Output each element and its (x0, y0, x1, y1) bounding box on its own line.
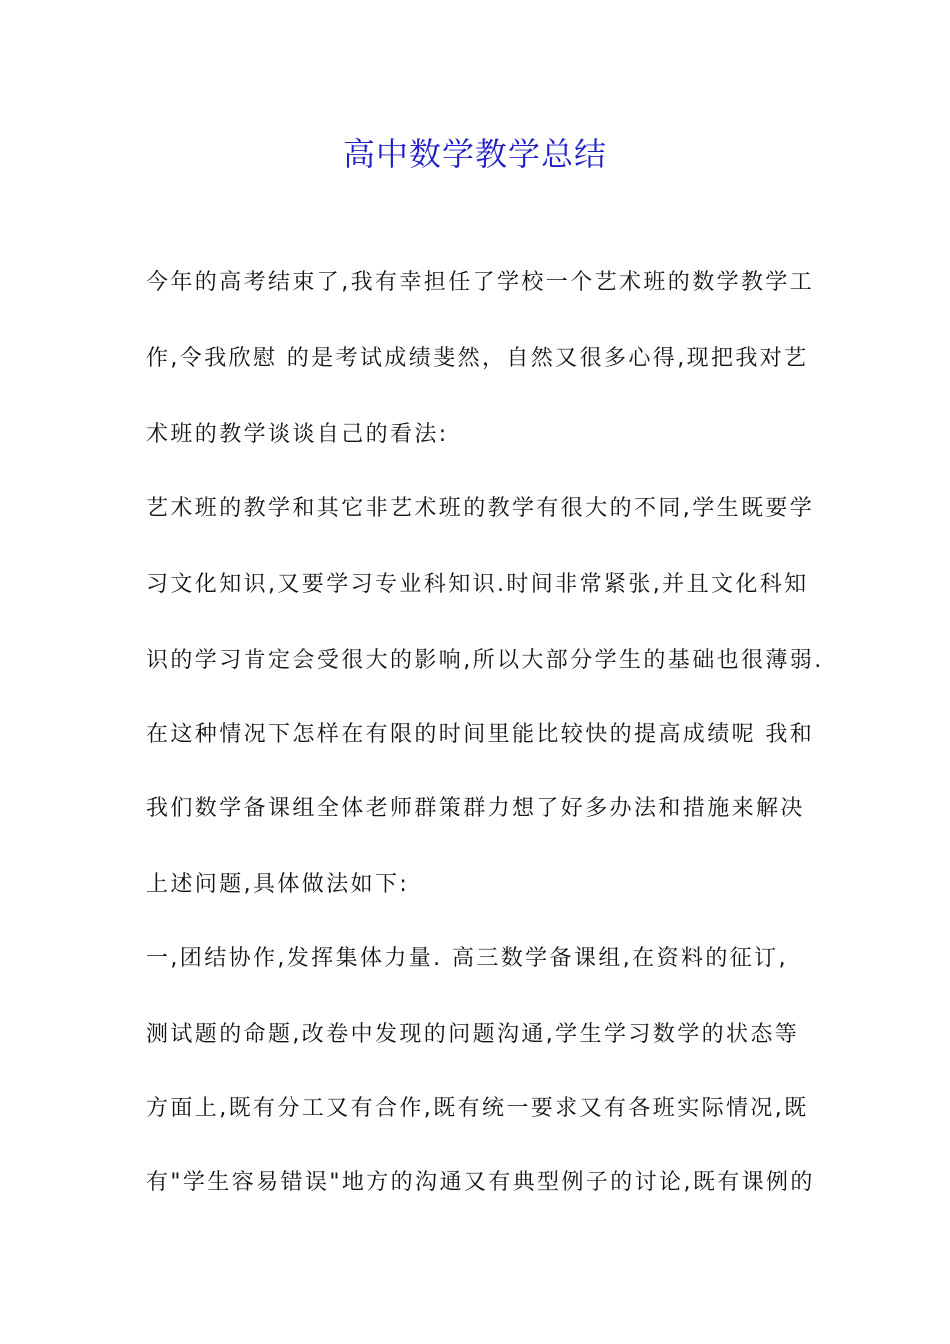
paragraph-line: 方面上,既有分工又有合作,既有统一要求又有各班实际情况,既 (146, 1096, 809, 1121)
paragraph-line: 习文化知识,又要学习专业科知识.时间非常紧张,并且文化科知 (146, 572, 809, 597)
paragraph-line: 一,团结协作,发挥集体力量. 高三数学备课组,在资料的征订, (146, 946, 788, 971)
paragraph-line: 我们数学备课组全体老师群策群力想了好多办法和措施来解决 (146, 796, 805, 821)
document-title: 高中数学教学总结 (342, 135, 607, 173)
paragraph-line: 有"学生容易错误"地方的沟通又有典型例子的讨论,既有课例的 (146, 1170, 815, 1195)
paragraph-line: 今年的高考结束了,我有幸担任了学校一个艺术班的数学教学工 (146, 270, 815, 295)
paragraph-line: 术班的教学谈谈自己的看法: (146, 422, 449, 447)
paragraph-line: 作,令我欣慰 的是考试成绩斐然，自然又很多心得,现把我对艺 (146, 346, 809, 371)
paragraph-line: 识的学习肯定会受很大的影响,所以大部分学生的基础也很薄弱. (146, 648, 824, 673)
paragraph-line: 在这种情况下怎样在有限的时间里能比较快的提高成绩呢 我和 (146, 722, 815, 747)
paragraph-line: 上述问题,具体做法如下: (146, 872, 410, 897)
paragraph-line: 艺术班的教学和其它非艺术班的教学有很大的不同,学生既要学 (146, 496, 815, 521)
paragraph-line: 测试题的命题,改卷中发现的问题沟通,学生学习数学的状态等 (146, 1022, 800, 1047)
